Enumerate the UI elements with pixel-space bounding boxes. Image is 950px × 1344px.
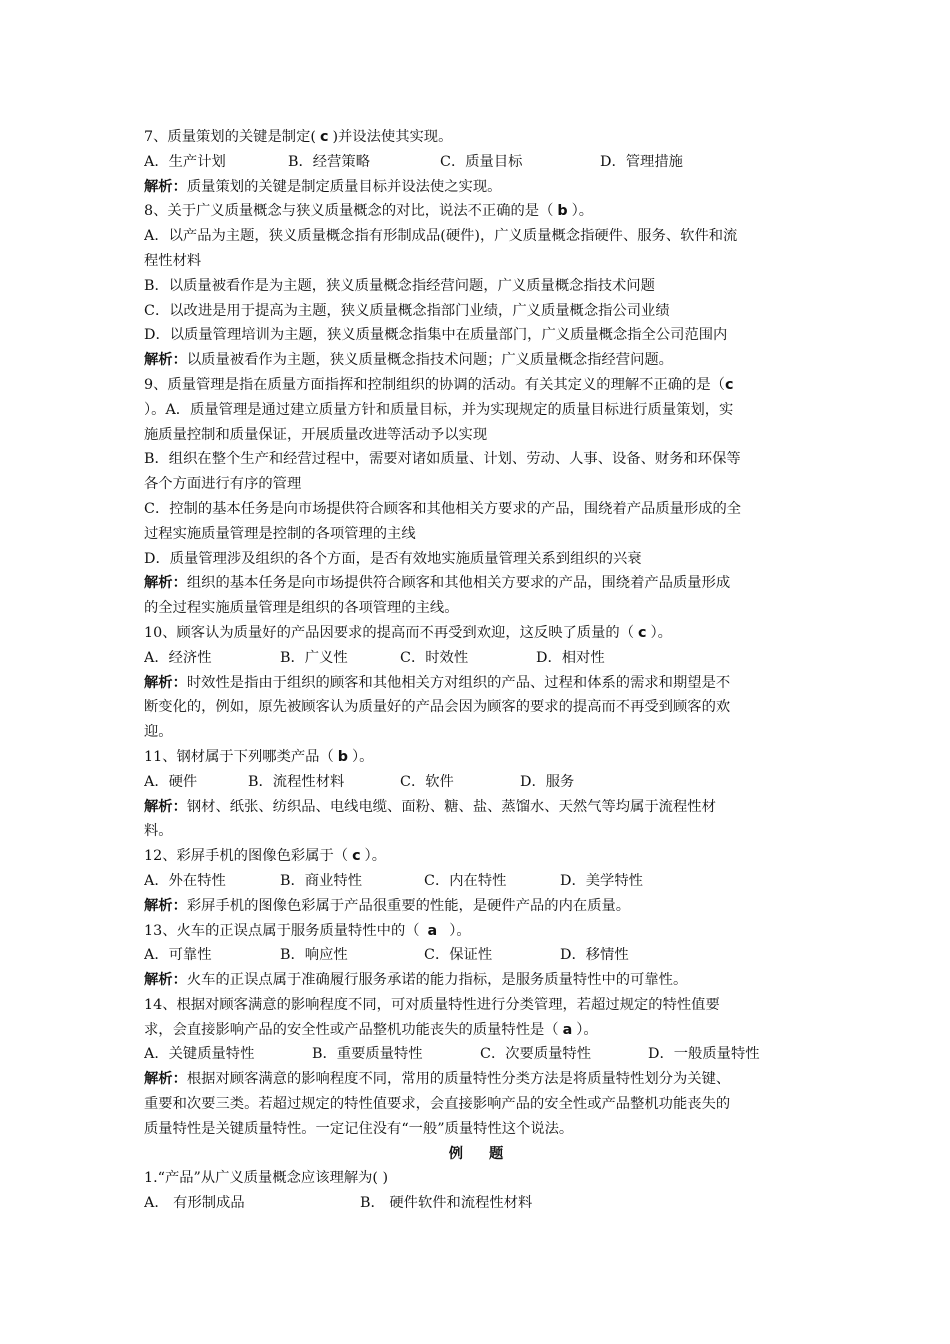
document-page xyxy=(144,125,808,1216)
option-b: B．流程性材料 xyxy=(248,773,345,790)
question-9-stem: 9、质量管理是指在质量方面指挥和控制组织的协调的活动。有关其定义的理解不正确的是（c xyxy=(144,376,734,393)
option-b: B．商业特性 xyxy=(280,872,362,889)
option-c: C．保证性 xyxy=(424,947,493,964)
question-13-analysis: 解析：火车的正误点属于准确履行服务承诺的能力指标，是服务质量特性中的可靠性。 xyxy=(144,972,688,989)
answer-letter: c xyxy=(638,624,647,641)
answer-letter: a xyxy=(427,922,438,939)
question-13-stem: 13、火车的正误点属于服务质量特性中的（ a ）。 xyxy=(144,922,471,939)
option-d: D．相对性 xyxy=(536,649,605,666)
question-7-stem: 7、质量策划的关键是制定( c )并设法使其实现。 xyxy=(144,129,453,145)
question-8-option-a: A．以产品为主题，狭义质量概念指有形制成品(硬件)，广义质量概念指硬件、服务、软件和流 xyxy=(144,228,738,245)
answer-letter: b xyxy=(557,203,568,220)
analysis-label: 解析： xyxy=(144,1071,187,1088)
option-c: C．时效性 xyxy=(400,649,469,666)
option-a: A． 有形制成品 xyxy=(144,1195,245,1212)
analysis-label: 解析： xyxy=(144,352,187,369)
question-9-option-a: ）。A．质量管理是通过建立质量方针和质量目标，并为实现规定的质量目标进行质量策划，实 xyxy=(144,401,734,418)
section-title: 例题 xyxy=(448,1145,530,1162)
option-a: A．经济性 xyxy=(144,649,212,666)
question-10-analysis-cont: 迎。 xyxy=(144,724,173,741)
answer-letter: c xyxy=(724,376,734,393)
question-8-analysis: 解析：以质量被看作为主题，狭义质量概念指技术问题；广义质量概念指经营问题。 xyxy=(144,352,673,369)
option-d: D．管理措施 xyxy=(600,153,683,170)
question-11-analysis-cont: 料。 xyxy=(144,823,173,840)
analysis-label: 解析： xyxy=(144,575,187,592)
question-14-stem: 14、根据对顾客满意的影响程度不同，可对质量特性进行分类管理，若超过规定的特性值要 xyxy=(144,996,720,1013)
option-b: B．广义性 xyxy=(280,649,348,666)
option-b: B． 硬件软件和流程性材料 xyxy=(360,1195,533,1212)
option-d: D．服务 xyxy=(520,773,575,790)
question-14-options xyxy=(144,1042,808,1067)
question-12-stem: 12、彩屏手机的图像色彩属于（ c ）。 xyxy=(144,848,386,865)
question-9-analysis: 解析：组织的基本任务是向市场提供符合顾客和其他相关方要求的产品，围绕着产品质量形成 xyxy=(144,575,731,592)
question-9-option-c-cont: 过程实施质量管理是控制的各项管理的主线 xyxy=(144,525,416,542)
question-7-analysis: 解析：质量策划的关键是制定质量目标并设法使之实现。 xyxy=(144,178,502,195)
answer-letter: c xyxy=(352,848,361,865)
analysis-label: 解析： xyxy=(144,897,187,914)
option-a: A．硬件 xyxy=(144,773,198,790)
question-14-analysis-cont: 质量特性是关键质量特性。一定记住没有“一般”质量特性这个说法。 xyxy=(144,1120,574,1137)
option-b: B．响应性 xyxy=(280,947,348,964)
question-14-stem-cont: 求，会直接影响产品的安全性或产品整机功能丧失的质量特性是（ a ）。 xyxy=(144,1021,598,1038)
option-b: B．重要质量特性 xyxy=(312,1046,423,1063)
question-9-option-a-cont: 施质量控制和质量保证，开展质量改进等活动予以实现 xyxy=(144,426,488,443)
analysis-label: 解析： xyxy=(144,798,187,815)
option-b: B．经营策略 xyxy=(288,153,370,170)
option-c: C．内在特性 xyxy=(424,872,507,889)
question-9-analysis-cont: 的全过程实施质量管理是组织的各项管理的主线。 xyxy=(144,600,459,617)
option-a: A．生产计划 xyxy=(144,153,226,170)
option-d: D．移情性 xyxy=(560,947,629,964)
question-9-option-c: C．控制的基本任务是向市场提供符合顾客和其他相关方要求的产品，围绕着产品质量形成的全 xyxy=(144,500,742,517)
answer-letter: a xyxy=(562,1021,573,1038)
question-8-stem: 8、关于广义质量概念与狭义质量概念的对比，说法不正确的是（ b ）。 xyxy=(144,203,594,220)
question-7-options xyxy=(144,150,808,175)
option-c: C．质量目标 xyxy=(440,153,523,170)
question-10-options xyxy=(144,646,808,671)
question-13-options xyxy=(144,943,808,968)
analysis-label: 解析： xyxy=(144,674,187,691)
question-9-option-d: D．质量管理涉及组织的各个方面，是否有效地实施质量管理关系到组织的兴衰 xyxy=(144,550,642,567)
question-11-stem: 11、钢材属于下列哪类产品（ b ）。 xyxy=(144,748,374,765)
option-a: A．关键质量特性 xyxy=(144,1046,255,1063)
question-12-analysis: 解析：彩屏手机的图像色彩属于产品很重要的性能，是硬件产品的内在质量。 xyxy=(144,897,631,914)
option-a: A．外在特性 xyxy=(144,872,226,889)
option-c: C．软件 xyxy=(400,773,454,790)
question-8-option-a-cont: 程性材料 xyxy=(144,252,202,269)
option-d: D．一般质量特性 xyxy=(648,1046,760,1063)
question-10-analysis-cont: 断变化的，例如，原先被顾客认为质量好的产品会因为顾客的要求的提高而不再受到顾客的欢 xyxy=(144,699,731,716)
question-14-analysis-cont: 重要和次要三类。若超过规定的特性值要求，会直接影响产品的安全性或产品整机功能丧失的 xyxy=(144,1096,731,1113)
example-1-stem: 1.“产品”从广义质量概念应该理解为( ) xyxy=(144,1170,389,1187)
question-8-option-d: D．以质量管理培训为主题，狭义质量概念指集中在质量部门，广义质量概念指全公司范围内 xyxy=(144,327,728,344)
question-8-option-b: B．以质量被看作是为主题，狭义质量概念指经营问题，广义质量概念指技术问题 xyxy=(144,277,655,294)
question-14-analysis: 解析：根据对顾客满意的影响程度不同，常用的质量特性分类方法是将质量特性划分为关键、 xyxy=(144,1071,731,1088)
question-11-options xyxy=(144,770,808,795)
question-9-option-b: B．组织在整个生产和经营过程中，需要对诸如质量、计划、劳动、人事、设备、财务和环保等 xyxy=(144,451,741,468)
analysis-label: 解析： xyxy=(144,178,187,195)
answer-letter: b xyxy=(337,748,348,765)
option-d: D．美学特性 xyxy=(560,872,643,889)
option-c: C．次要质量特性 xyxy=(480,1046,592,1063)
analysis-label: 解析： xyxy=(144,972,187,989)
question-11-analysis: 解析：钢材、纸张、纺织品、电线电缆、面粉、糖、盐、蒸馏水、天然气等均属于流程性材 xyxy=(144,798,716,815)
option-a: A．可靠性 xyxy=(144,947,212,964)
example-1-options xyxy=(144,1191,808,1216)
question-10-stem: 10、顾客认为质量好的产品因要求的提高而不再受到欢迎，这反映了质量的（ c ）。 xyxy=(144,624,672,641)
answer-letter: c xyxy=(319,129,329,145)
question-8-option-c: C．以改进是用于提高为主题，狭义质量概念指部门业绩，广义质量概念指公司业绩 xyxy=(144,302,670,319)
question-9-option-b-cont: 各个方面进行有序的管理 xyxy=(144,476,302,493)
question-12-options xyxy=(144,869,808,894)
question-10-analysis: 解析：时效性是指由于组织的顾客和其他相关方对组织的产品、过程和体系的需求和期望是不 xyxy=(144,674,731,691)
